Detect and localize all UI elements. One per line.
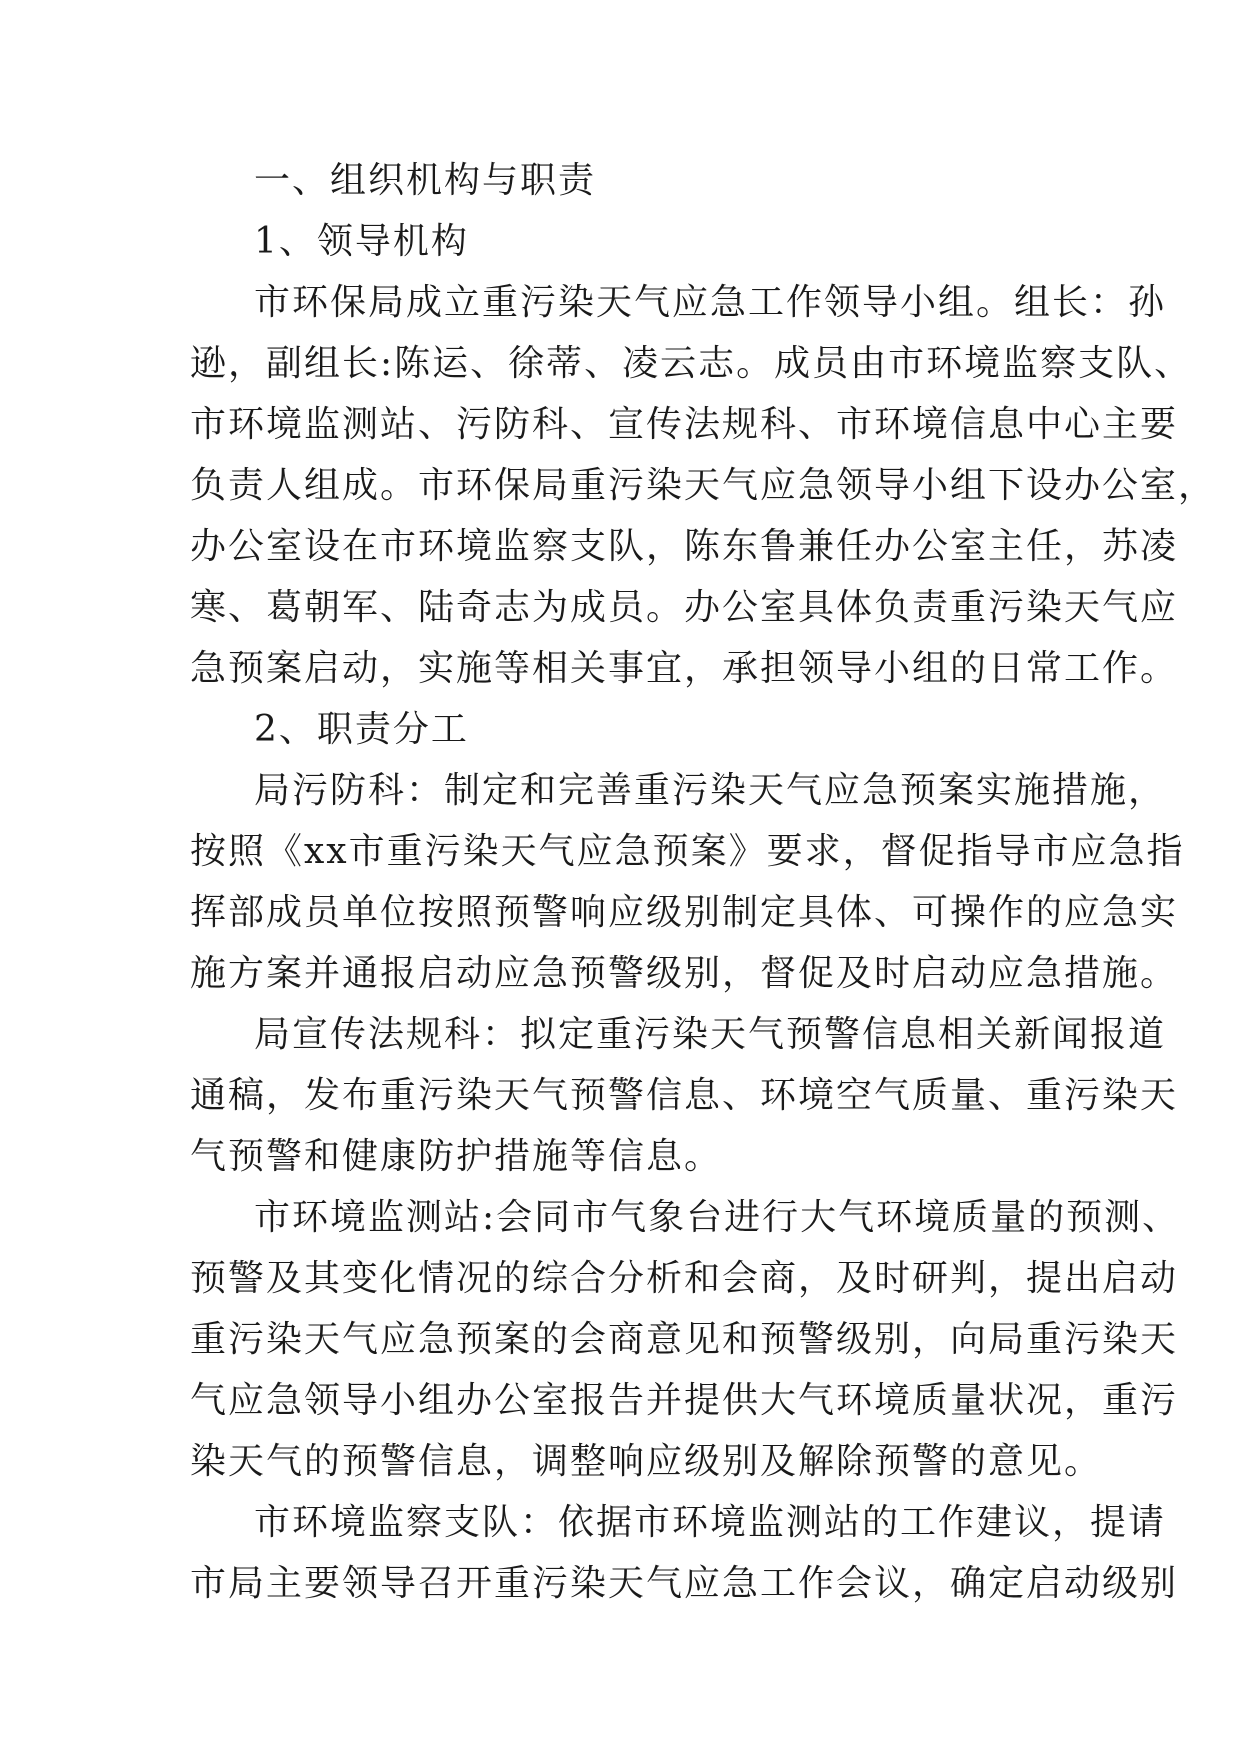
text-line: 气预警和健康防护措施等信息。 — [190, 1136, 723, 1177]
text-line: 预警及其变化情况的综合分析和会商，及时研判，提出启动 — [190, 1258, 1179, 1299]
text-line: 寒、葛朝军、陆奇志为成员。办公室具体负责重污染天气应 — [190, 587, 1179, 628]
text-line: 急预案启动，实施等相关事宜，承担领导小组的日常工作。 — [190, 648, 1179, 689]
text-line: 染天气的预警信息，调整响应级别及解除预警的意见。 — [190, 1441, 1103, 1482]
subsection-heading: 1、领导机构 — [254, 221, 469, 262]
text-line: 负责人组成。市环保局重污染天气应急领导小组下设办公室， — [190, 465, 1217, 506]
document-page — [190, 150, 1217, 1614]
text-line: 市环境监测站、污防科、宣传法规科、市环境信息中心主要 — [190, 404, 1179, 445]
text-line: 局污防科：制定和完善重污染天气应急预案实施措施， — [254, 770, 1167, 811]
text-line: 按照《xx市重污染天气应急预案》要求，督促指导市应急指 — [190, 831, 1185, 872]
text-line: 市环境监察支队：依据市环境监测站的工作建议，提请 — [254, 1502, 1167, 1543]
text-line: 市环保局成立重污染天气应急工作领导小组。组长：孙 — [254, 282, 1167, 323]
subsection-heading: 2、职责分工 — [254, 709, 469, 750]
text-line: 市环境监测站:会同市气象台进行大气环境质量的预测、 — [254, 1197, 1181, 1238]
text-line: 施方案并通报启动应急预警级别，督促及时启动应急措施。 — [190, 953, 1179, 994]
text-line: 通稿，发布重污染天气预警信息、环境空气质量、重污染天 — [190, 1075, 1179, 1116]
text-line: 办公室设在市环境监察支队，陈东鲁兼任办公室主任，苏凌 — [190, 526, 1179, 567]
text-line: 市局主要领导召开重污染天气应急工作会议，确定启动级别 — [190, 1563, 1179, 1604]
text-line: 逊，副组长:陈运、徐蒂、凌云志。成员由市环境监察支队、 — [190, 343, 1193, 384]
section-heading: 一、组织机构与职责 — [254, 160, 597, 201]
text-line: 挥部成员单位按照预警响应级别制定具体、可操作的应急实 — [190, 892, 1179, 933]
text-line: 重污染天气应急预案的会商意见和预警级别，向局重污染天 — [190, 1319, 1179, 1360]
text-line: 局宣传法规科：拟定重污染天气预警信息相关新闻报道 — [254, 1014, 1167, 1055]
text-line: 气应急领导小组办公室报告并提供大气环境质量状况，重污 — [190, 1380, 1179, 1421]
